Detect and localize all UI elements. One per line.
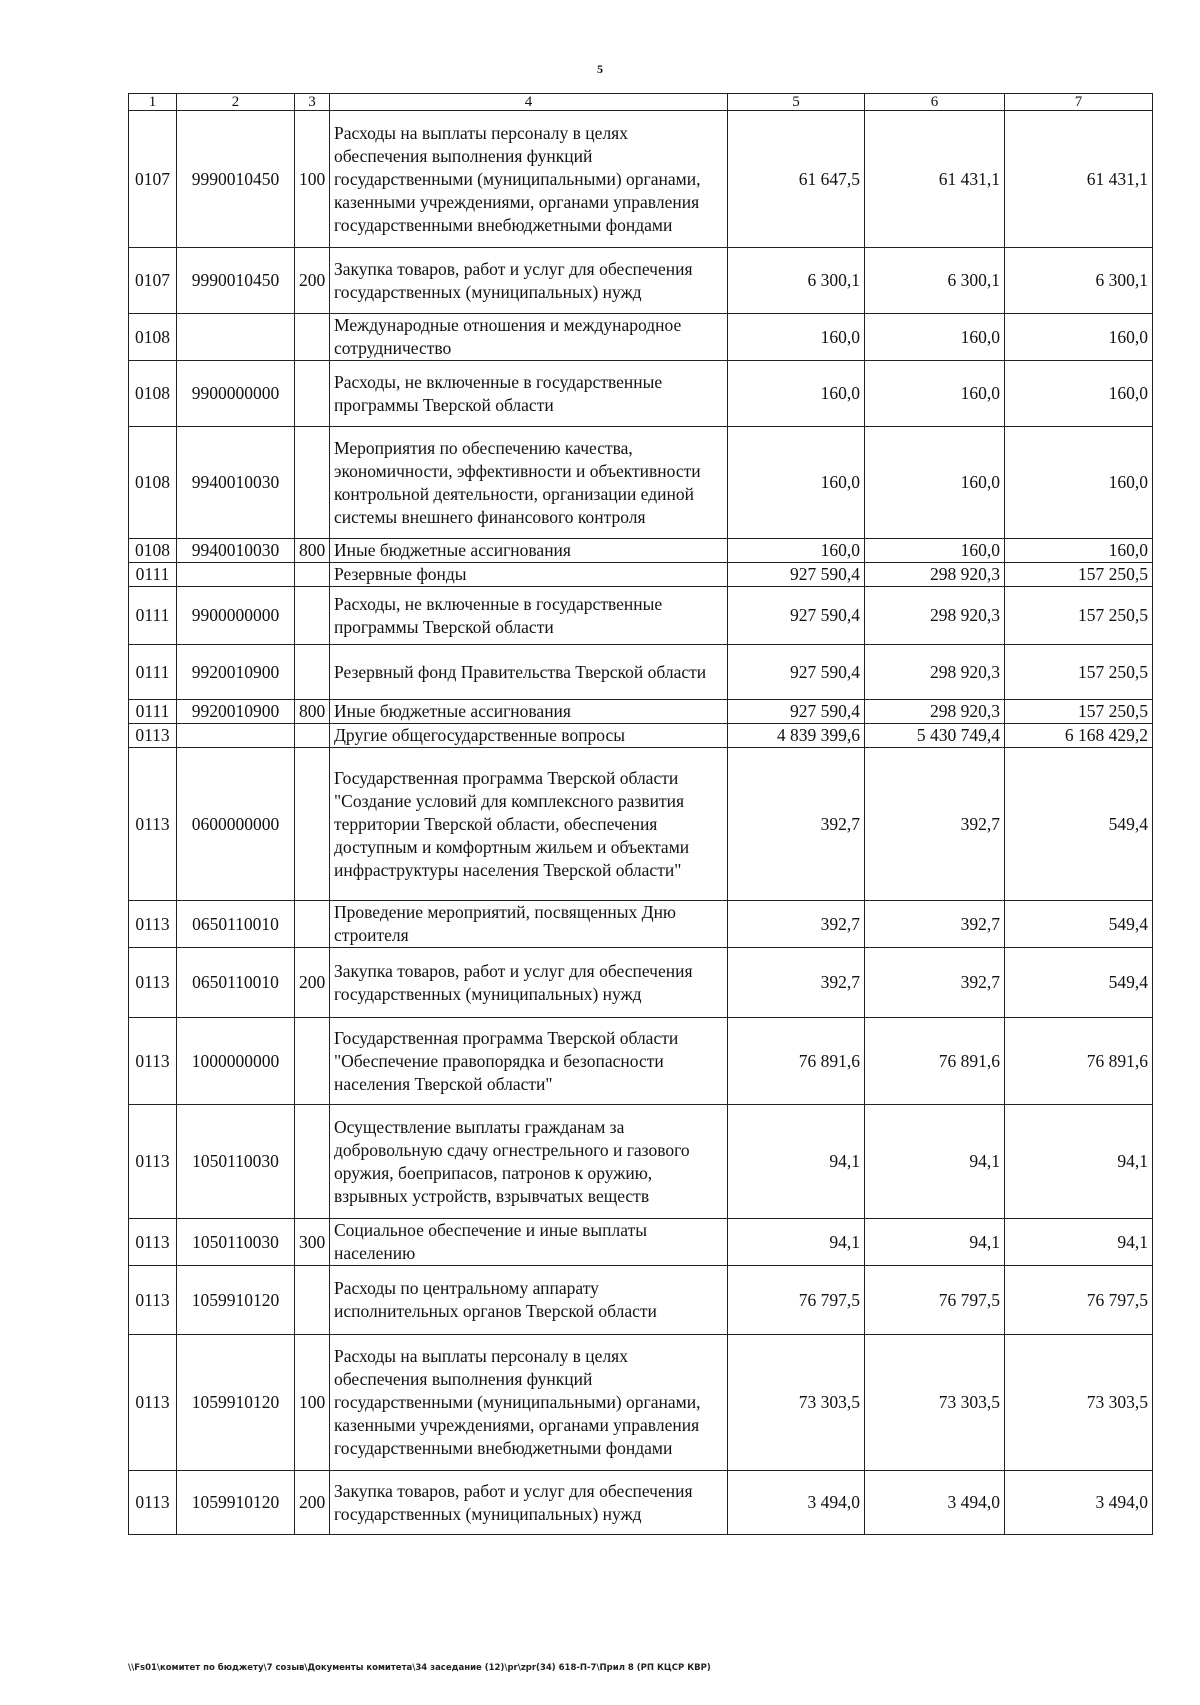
column-header: 4: [330, 94, 728, 111]
item-name-cell: Расходы, не включенные в государственные программы Тверской области: [330, 361, 728, 427]
expense-type-cell: [295, 587, 330, 645]
amount-col7-cell: 549,4: [1005, 948, 1153, 1018]
section-code-cell: 0113: [129, 948, 177, 1018]
amount-col5-cell: 160,0: [728, 539, 865, 563]
amount-col6-cell: 76 891,6: [865, 1018, 1005, 1105]
amount-col7-cell: 549,4: [1005, 748, 1153, 901]
amount-col5-cell: 160,0: [728, 427, 865, 539]
section-code-cell: 0113: [129, 724, 177, 748]
amount-col6-cell: 160,0: [865, 539, 1005, 563]
amount-col7-cell: 157 250,5: [1005, 563, 1153, 587]
amount-col5-cell: 76 797,5: [728, 1266, 865, 1335]
table-row: [129, 314, 1153, 361]
expense-type-cell: [295, 361, 330, 427]
table-row: [129, 1018, 1153, 1105]
target-code-cell: 0650110010: [177, 901, 295, 948]
section-code-cell: 0107: [129, 111, 177, 248]
expense-type-cell: 100: [295, 111, 330, 248]
amount-col7-cell: 160,0: [1005, 427, 1153, 539]
amount-col6-cell: 76 797,5: [865, 1266, 1005, 1335]
section-code-cell: 0108: [129, 361, 177, 427]
section-code-cell: 0108: [129, 427, 177, 539]
target-code-cell: 9990010450: [177, 248, 295, 314]
expense-type-cell: [295, 563, 330, 587]
amount-col6-cell: 298 920,3: [865, 700, 1005, 724]
target-code-cell: 1059910120: [177, 1335, 295, 1471]
item-name-cell: Закупка товаров, работ и услуг для обеспечения государственных (муниципальных) нужд: [330, 1471, 728, 1535]
expense-type-cell: 200: [295, 948, 330, 1018]
amount-col5-cell: 392,7: [728, 948, 865, 1018]
expense-type-cell: 100: [295, 1335, 330, 1471]
expense-type-cell: [295, 1018, 330, 1105]
column-header: 5: [728, 94, 865, 111]
amount-col6-cell: 298 920,3: [865, 587, 1005, 645]
amount-col7-cell: 94,1: [1005, 1219, 1153, 1266]
amount-col7-cell: 160,0: [1005, 539, 1153, 563]
amount-col5-cell: 73 303,5: [728, 1335, 865, 1471]
column-header: 1: [129, 94, 177, 111]
section-code-cell: 0113: [129, 1219, 177, 1266]
target-code-cell: 1050110030: [177, 1219, 295, 1266]
section-code-cell: 0113: [129, 748, 177, 901]
amount-col6-cell: 160,0: [865, 427, 1005, 539]
section-code-cell: 0111: [129, 587, 177, 645]
target-code-cell: [177, 724, 295, 748]
table-row: [129, 901, 1153, 948]
target-code-cell: 9900000000: [177, 587, 295, 645]
expense-type-cell: 800: [295, 700, 330, 724]
expense-type-cell: [295, 1266, 330, 1335]
table-row: [129, 700, 1153, 724]
amount-col5-cell: 61 647,5: [728, 111, 865, 248]
budget-table: [128, 93, 1153, 1535]
target-code-cell: 1059910120: [177, 1266, 295, 1335]
amount-col6-cell: 392,7: [865, 901, 1005, 948]
table-row: [129, 248, 1153, 314]
expense-type-cell: [295, 314, 330, 361]
column-header: 7: [1005, 94, 1153, 111]
amount-col5-cell: 927 590,4: [728, 587, 865, 645]
item-name-cell: Расходы на выплаты персоналу в целях обеспечения выполнения функций государственными (муниципальными) органами, казенными учреждениями, органами управления государственными внебюджетными фондами: [330, 1335, 728, 1471]
target-code-cell: 9920010900: [177, 645, 295, 700]
table-row: [129, 563, 1153, 587]
table-row: [129, 1219, 1153, 1266]
target-code-cell: [177, 563, 295, 587]
item-name-cell: Международные отношения и международное сотрудничество: [330, 314, 728, 361]
amount-col6-cell: 298 920,3: [865, 645, 1005, 700]
section-code-cell: 0111: [129, 563, 177, 587]
table-row: [129, 724, 1153, 748]
target-code-cell: 9920010900: [177, 700, 295, 724]
target-code-cell: 0600000000: [177, 748, 295, 901]
amount-col5-cell: 160,0: [728, 361, 865, 427]
amount-col7-cell: 6 300,1: [1005, 248, 1153, 314]
amount-col6-cell: 94,1: [865, 1219, 1005, 1266]
amount-col7-cell: 76 891,6: [1005, 1018, 1153, 1105]
section-code-cell: 0113: [129, 901, 177, 948]
table-row: [129, 1266, 1153, 1335]
amount-col6-cell: 73 303,5: [865, 1335, 1005, 1471]
amount-col6-cell: 61 431,1: [865, 111, 1005, 248]
amount-col5-cell: 927 590,4: [728, 563, 865, 587]
column-header: 3: [295, 94, 330, 111]
page-number: 5: [597, 62, 603, 76]
section-code-cell: 0108: [129, 539, 177, 563]
amount-col7-cell: 61 431,1: [1005, 111, 1153, 248]
item-name-cell: Закупка товаров, работ и услуг для обеспечения государственных (муниципальных) нужд: [330, 948, 728, 1018]
amount-col5-cell: 927 590,4: [728, 645, 865, 700]
item-name-cell: Закупка товаров, работ и услуг для обеспечения государственных (муниципальных) нужд: [330, 248, 728, 314]
amount-col5-cell: 6 300,1: [728, 248, 865, 314]
item-name-cell: Расходы на выплаты персоналу в целях обеспечения выполнения функций государственными (муниципальными) органами, казенными учреждениями, органами управления государственными внебюджетными фондами: [330, 111, 728, 248]
item-name-cell: Расходы, не включенные в государственные программы Тверской области: [330, 587, 728, 645]
amount-col7-cell: 3 494,0: [1005, 1471, 1153, 1535]
amount-col6-cell: 160,0: [865, 314, 1005, 361]
section-code-cell: 0111: [129, 700, 177, 724]
section-code-cell: 0113: [129, 1266, 177, 1335]
section-code-cell: 0108: [129, 314, 177, 361]
amount-col7-cell: 157 250,5: [1005, 700, 1153, 724]
expense-type-cell: 200: [295, 248, 330, 314]
amount-col6-cell: 160,0: [865, 361, 1005, 427]
section-code-cell: 0113: [129, 1105, 177, 1219]
table-row: [129, 948, 1153, 1018]
target-code-cell: 1059910120: [177, 1471, 295, 1535]
item-name-cell: Проведение мероприятий, посвященных Дню строителя: [330, 901, 728, 948]
amount-col7-cell: 160,0: [1005, 361, 1153, 427]
table-row: [129, 587, 1153, 645]
target-code-cell: 9940010030: [177, 539, 295, 563]
amount-col7-cell: 157 250,5: [1005, 645, 1153, 700]
table-row: [129, 1471, 1153, 1535]
amount-col6-cell: 94,1: [865, 1105, 1005, 1219]
table-row: [129, 645, 1153, 700]
item-name-cell: Социальное обеспечение и иные выплаты населению: [330, 1219, 728, 1266]
table-row: [129, 1105, 1153, 1219]
section-code-cell: 0113: [129, 1471, 177, 1535]
amount-col5-cell: 4 839 399,6: [728, 724, 865, 748]
item-name-cell: Резервный фонд Правительства Тверской области: [330, 645, 728, 700]
amount-col7-cell: 76 797,5: [1005, 1266, 1153, 1335]
target-code-cell: [177, 314, 295, 361]
amount-col5-cell: 76 891,6: [728, 1018, 865, 1105]
amount-col7-cell: 73 303,5: [1005, 1335, 1153, 1471]
amount-col5-cell: 392,7: [728, 748, 865, 901]
target-code-cell: 9900000000: [177, 361, 295, 427]
expense-type-cell: [295, 901, 330, 948]
amount-col6-cell: 6 300,1: [865, 248, 1005, 314]
amount-col5-cell: 3 494,0: [728, 1471, 865, 1535]
column-header: 6: [865, 94, 1005, 111]
item-name-cell: Мероприятия по обеспечению качества, экономичности, эффективности и объективности контрольной деятельности, организации единой системы внешнего финансового контроля: [330, 427, 728, 539]
amount-col5-cell: 94,1: [728, 1219, 865, 1266]
amount-col5-cell: 94,1: [728, 1105, 865, 1219]
table-row: [129, 361, 1153, 427]
target-code-cell: 9990010450: [177, 111, 295, 248]
amount-col6-cell: 392,7: [865, 748, 1005, 901]
amount-col7-cell: 6 168 429,2: [1005, 724, 1153, 748]
amount-col6-cell: 298 920,3: [865, 563, 1005, 587]
amount-col5-cell: 392,7: [728, 901, 865, 948]
column-number-row: [129, 94, 1153, 111]
amount-col6-cell: 5 430 749,4: [865, 724, 1005, 748]
table-row: [129, 111, 1153, 248]
amount-col6-cell: 392,7: [865, 948, 1005, 1018]
item-name-cell: Другие общегосударственные вопросы: [330, 724, 728, 748]
table-row: [129, 748, 1153, 901]
target-code-cell: 1000000000: [177, 1018, 295, 1105]
amount-col6-cell: 3 494,0: [865, 1471, 1005, 1535]
amount-col7-cell: 157 250,5: [1005, 587, 1153, 645]
amount-col5-cell: 927 590,4: [728, 700, 865, 724]
expense-type-cell: [295, 645, 330, 700]
amount-col7-cell: 160,0: [1005, 314, 1153, 361]
expense-type-cell: 300: [295, 1219, 330, 1266]
section-code-cell: 0111: [129, 645, 177, 700]
item-name-cell: Резервные фонды: [330, 563, 728, 587]
expense-type-cell: [295, 427, 330, 539]
item-name-cell: Иные бюджетные ассигнования: [330, 539, 728, 563]
expense-type-cell: [295, 724, 330, 748]
amount-col5-cell: 160,0: [728, 314, 865, 361]
amount-col7-cell: 549,4: [1005, 901, 1153, 948]
item-name-cell: Расходы по центральному аппарату исполнительных органов Тверской области: [330, 1266, 728, 1335]
column-header: 2: [177, 94, 295, 111]
table-row: [129, 427, 1153, 539]
item-name-cell: Осуществление выплаты гражданам за добровольную сдачу огнестрельного и газового оружия, боеприпасов, патронов к оружию, взрывных устройств, взрывчатых веществ: [330, 1105, 728, 1219]
target-code-cell: 1050110030: [177, 1105, 295, 1219]
expense-type-cell: 800: [295, 539, 330, 563]
section-code-cell: 0107: [129, 248, 177, 314]
item-name-cell: Государственная программа Тверской области "Обеспечение правопорядка и безопасности населения Тверской области": [330, 1018, 728, 1105]
item-name-cell: Государственная программа Тверской области "Создание условий для комплексного развития территории Тверской области, обеспечения доступным и комфортным жильем и объектами инфраструктуры населения Тверской области": [330, 748, 728, 901]
target-code-cell: 0650110010: [177, 948, 295, 1018]
amount-col7-cell: 94,1: [1005, 1105, 1153, 1219]
expense-type-cell: [295, 1105, 330, 1219]
file-path-footer: \\Fs01\комитет по бюджету\7 созыв\Документы комитета\34 заседание (12)\pr\zpr(34) 618-П-7\Прил 8 (РП КЦСР КВР): [128, 1663, 711, 1673]
target-code-cell: 9940010030: [177, 427, 295, 539]
table-row: [129, 539, 1153, 563]
table-row: [129, 1335, 1153, 1471]
section-code-cell: 0113: [129, 1335, 177, 1471]
expense-type-cell: 200: [295, 1471, 330, 1535]
item-name-cell: Иные бюджетные ассигнования: [330, 700, 728, 724]
expense-type-cell: [295, 748, 330, 901]
section-code-cell: 0113: [129, 1018, 177, 1105]
